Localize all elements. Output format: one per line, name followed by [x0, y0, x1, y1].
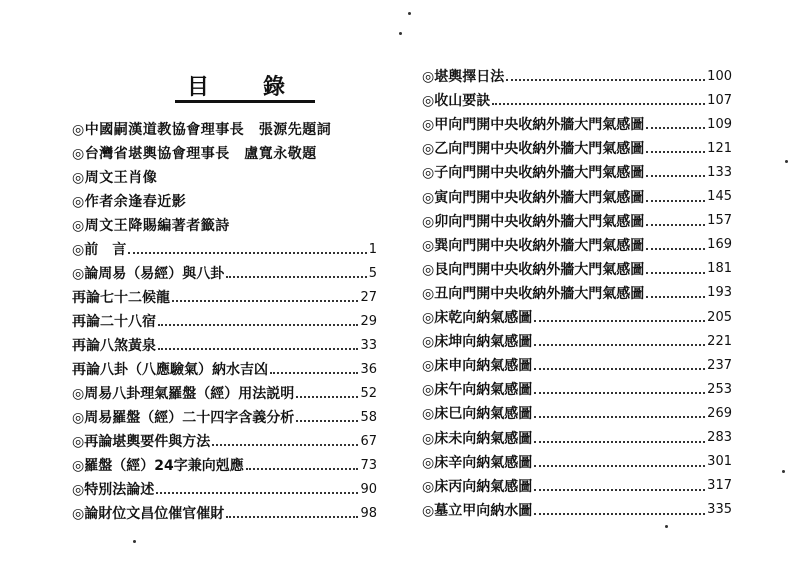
- dot-leader: [646, 222, 705, 226]
- title-char-1: 目: [187, 75, 210, 100]
- toc-entry-page: 221: [707, 333, 732, 349]
- toc-entry-title: ◎收山要訣: [422, 93, 491, 110]
- toc-entry-title: ◎墓立甲向納水圖: [422, 502, 533, 519]
- dot-leader: [128, 250, 367, 254]
- toc-entry: [72, 263, 377, 283]
- toc-entry-title: ◎床丙向納氣感圖: [422, 478, 533, 495]
- toc-entry-title: ◎子向門開中央收納外牆大門氣感圖: [422, 165, 645, 182]
- toc-entry: [72, 335, 377, 355]
- toc-entry-page: 1: [368, 241, 377, 257]
- toc-entry-title: ◎艮向門開中央收納外牆大門氣感圖: [422, 261, 645, 278]
- toc-entry: [72, 479, 377, 499]
- toc-entry: [422, 403, 732, 423]
- dot-leader: [492, 101, 705, 105]
- toc-entry-page: 5: [368, 265, 377, 281]
- dot-leader: [534, 439, 705, 443]
- toc-entry-page: 58: [360, 409, 377, 425]
- toc-entry: [422, 211, 732, 231]
- toc-entry-page: 52: [360, 385, 377, 401]
- dot-leader: [226, 274, 367, 278]
- toc-entry-title: ◎台灣省堪輿協會理事長 盧寬永敬題: [72, 146, 317, 162]
- toc-entry: [422, 90, 732, 110]
- toc-entry-page: 36: [360, 361, 377, 377]
- toc-entry-page: 253: [707, 381, 732, 397]
- toc-entry: [72, 431, 377, 451]
- toc-entry: [72, 119, 377, 139]
- toc-entry-title: ◎中國嗣漢道教協會理事長 張源先題詞: [72, 122, 332, 138]
- dot-leader: [534, 511, 705, 515]
- toc-entry-page: 237: [707, 357, 732, 373]
- toc-entry-title: ◎周文王降賜編著者籤詩: [72, 218, 230, 234]
- dot-leader: [646, 198, 705, 202]
- dot-leader: [296, 418, 358, 422]
- toc-entry: [72, 407, 377, 427]
- toc-entry: [422, 162, 732, 182]
- dot-leader: [646, 125, 705, 129]
- toc-entry: [422, 476, 732, 496]
- toc-entry: [72, 503, 377, 523]
- toc-entry-page: 193: [707, 285, 732, 301]
- toc-entry: [422, 428, 732, 448]
- scan-speck: [408, 12, 411, 15]
- toc-entry: [422, 355, 732, 375]
- toc-entry-page: 145: [707, 189, 732, 204]
- toc-entry-page: 157: [707, 213, 732, 229]
- toc-entry: [422, 235, 732, 255]
- toc-entry: [72, 191, 377, 211]
- toc-entry-title: ◎床未向納氣感圖: [422, 430, 533, 447]
- toc-entry: [72, 359, 377, 379]
- toc-entry-title: ◎周文王肖像: [72, 170, 158, 186]
- toc-entry: [422, 500, 732, 520]
- dot-leader: [646, 270, 705, 274]
- toc-entry-title: ◎乙向門開中央收納外牆大門氣感圖: [422, 141, 645, 158]
- dot-leader: [646, 294, 705, 298]
- dot-leader: [506, 77, 705, 81]
- toc-entry: [422, 187, 732, 207]
- dot-leader: [534, 390, 705, 394]
- toc-entry-title: ◎床坤向納氣感圖: [422, 334, 533, 351]
- dot-leader: [534, 318, 705, 322]
- toc-entry-page: 67: [360, 433, 377, 449]
- toc-entry-page: 169: [707, 237, 732, 253]
- scan-speck: [133, 540, 136, 543]
- toc-entry: [422, 307, 732, 327]
- toc-entry: [422, 452, 732, 472]
- toc-entry-title: ◎周易八卦理氣羅盤（經）用法説明: [72, 386, 295, 402]
- toc-entry: [422, 138, 732, 158]
- toc-entry-page: 73: [360, 457, 377, 473]
- toc-entry-page: 90: [360, 481, 377, 497]
- dot-leader: [646, 246, 705, 250]
- toc-entry-title: ◎卯向門開中央收納外牆大門氣感圖: [422, 213, 645, 230]
- toc-entry-page: 283: [707, 430, 732, 445]
- toc-entry-title: ◎丑向門開中央收納外牆大門氣感圖: [422, 285, 645, 302]
- toc-entry-page: 98: [360, 505, 377, 521]
- toc-entry-page: 335: [707, 502, 732, 518]
- dot-leader: [158, 346, 358, 350]
- toc-entry-title: ◎論財位文昌位催官催財: [72, 506, 225, 522]
- toc-entry-page: 107: [707, 92, 732, 108]
- toc-entry-page: 33: [360, 337, 377, 353]
- dot-leader: [534, 342, 705, 346]
- toc-entry-title: ◎作者余逢春近影: [72, 194, 187, 210]
- toc-entry-title: ◎床辛向納氣感圖: [422, 454, 533, 471]
- toc-entry-title: ◎床巳向納氣感圖: [422, 406, 533, 423]
- toc-entry-title: ◎論周易（易經）與八卦: [72, 266, 225, 282]
- toc-entry-title: ◎寅向門開中央收納外牆大門氣感圖: [422, 189, 645, 206]
- toc-entry: [422, 66, 732, 86]
- toc-entry-page: 133: [707, 164, 732, 180]
- scan-speck: [665, 525, 668, 528]
- toc-entry-page: 27: [360, 289, 377, 305]
- toc-entry: [72, 239, 377, 259]
- dot-leader: [156, 490, 358, 494]
- toc-entry-page: 301: [707, 454, 732, 470]
- toc-entry: [72, 311, 377, 331]
- dot-leader: [534, 366, 705, 370]
- toc-entry-title: ◎堪輿擇日法: [422, 69, 505, 85]
- toc-entry: [72, 287, 377, 307]
- toc-entry-title: ◎床午向納氣感圖: [422, 382, 533, 399]
- toc-entry: [72, 215, 377, 235]
- toc-entry: [422, 331, 732, 351]
- dot-leader: [270, 370, 358, 374]
- title-char-2: 錄: [263, 75, 286, 100]
- toc-entry-page: 205: [707, 309, 732, 325]
- toc-entry-title: ◎甲向門開中央收納外牆大門氣感圖: [422, 117, 645, 134]
- toc-entry-title: ◎床乾向納氣感圖: [422, 310, 533, 326]
- scan-speck: [399, 32, 402, 35]
- toc-entry-title: 再論八卦（八應驗氣）納水吉凶: [72, 362, 268, 378]
- toc-entry-title: ◎再論堪輿要件與方法: [72, 434, 211, 450]
- scan-speck: [785, 160, 788, 163]
- toc-entry-title: ◎床申向納氣感圖: [422, 358, 533, 375]
- dot-leader: [172, 298, 358, 302]
- dot-leader: [534, 463, 705, 467]
- toc-entry-title: ◎巽向門開中央收納外牆大門氣感圖: [422, 237, 645, 254]
- dot-leader: [534, 487, 705, 491]
- toc-entry: [72, 167, 377, 187]
- toc-entry: [422, 114, 732, 134]
- toc-entry-title: 再論七十二候龍: [72, 290, 170, 306]
- toc-entry-title: ◎羅盤（經）24字兼向剋應: [72, 458, 244, 474]
- toc-entry-page: 269: [707, 405, 732, 421]
- toc-entry-title: ◎特別法論述: [72, 482, 155, 498]
- dot-leader: [158, 322, 358, 326]
- toc-entry-page: 29: [360, 313, 377, 329]
- dot-leader: [212, 442, 358, 446]
- dot-leader: [646, 149, 705, 153]
- toc-entry-page: 317: [707, 478, 732, 494]
- dot-leader: [296, 394, 358, 398]
- dot-leader: [646, 173, 705, 177]
- toc-entry: [422, 379, 732, 399]
- page-title: [175, 70, 315, 103]
- toc-entry: [422, 259, 732, 279]
- toc-entry-page: 181: [707, 261, 732, 277]
- toc-entry-page: 100: [707, 68, 732, 84]
- toc-entry-title: ◎周易羅盤（經）二十四字含義分析: [72, 410, 295, 426]
- toc-entry-page: 121: [707, 140, 732, 156]
- toc-entry: [422, 283, 732, 303]
- toc-entry-title: ◎前 言: [72, 242, 127, 258]
- dot-leader: [226, 514, 358, 518]
- dot-leader: [534, 414, 705, 418]
- toc-entry-title: 再論二十八宿: [72, 314, 156, 330]
- toc-entry: [72, 455, 377, 475]
- toc-entry: [72, 383, 377, 403]
- toc-entry-page: 109: [707, 116, 732, 132]
- dot-leader: [246, 466, 359, 470]
- toc-entry: [72, 143, 377, 163]
- scan-speck: [782, 470, 785, 473]
- toc-entry-title: 再論八煞黃泉: [72, 338, 156, 354]
